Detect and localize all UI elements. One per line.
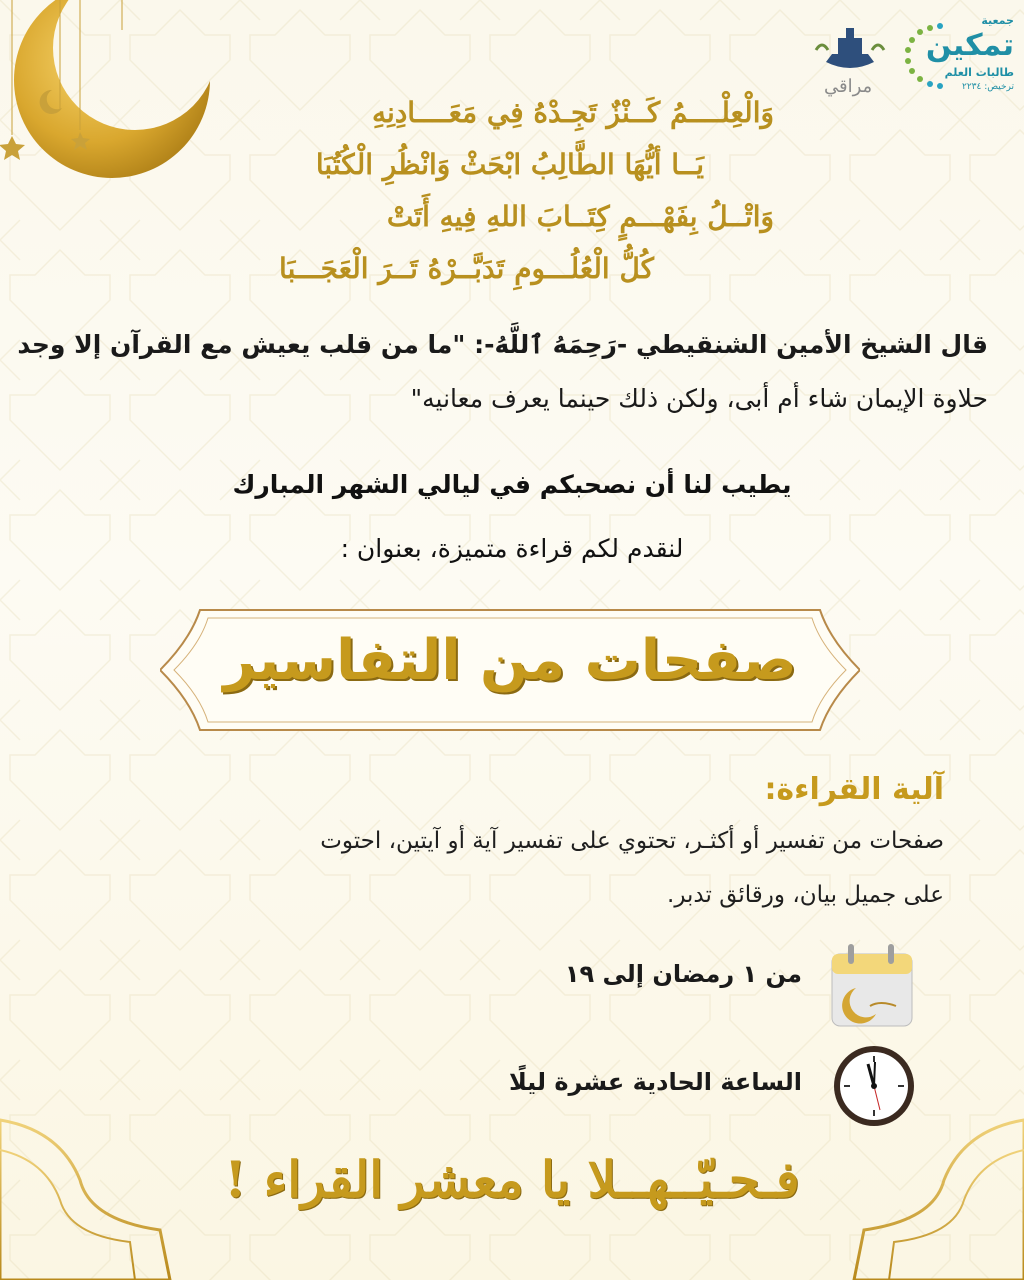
maraqi-name: مراقي — [824, 76, 873, 97]
poem-line-3: وَاتْــلُ بِفَهْـــمٍ كِتَــابَ اللهِ فِيهِ أَتَتْ — [386, 200, 774, 233]
poem-line-4: كُلُّ الْعُلُـــومِ تَدَبَّــرْهُ تَــرَ الْعَجَـــبَا — [279, 252, 654, 285]
calendar-icon — [826, 936, 916, 1032]
quote-line-2: حلاوة الإيمان شاء أم أبى، ولكن ذلك حينما يعرف معانيه" — [410, 384, 988, 413]
program-title: صفحات من التفاسير — [223, 628, 797, 693]
intro-line-2: لنقدم لكم قراءة متميزة، بعنوان : — [340, 534, 684, 563]
mechanism-line-1: صفحات من تفسير أو أكثـر، تحتوي على تفسير آية أو آيتين، احتوت — [320, 828, 944, 854]
quote-text-1: قال الشيخ الأمين الشنقيطي -رَحِمَهُ ٱللَّهُ-: "ما من قلب يعيش مع القرآن إلا وجد — [17, 330, 988, 359]
quote-line-1 — [17, 330, 988, 359]
schedule-time: الساعة الحادية عشرة ليلًا — [508, 1068, 802, 1096]
poem-line-2: يَــا أيُّهَا الطَّالِبُ ابْحَثْ وَانْظُرِ الْكُتُبَا — [315, 148, 704, 181]
poem-line-1: وَالْعِلْــــمُ كَــنْزٌ تَجِـدْهُ فِي مَعَــــادِنِهِ — [372, 96, 774, 129]
tamkeen-prefix: جمعية — [981, 14, 1014, 27]
tamkeen-sub: طالبات العلم — [944, 66, 1014, 79]
crescent-moon-decoration — [0, 0, 230, 200]
mechanism-heading: آلية القراءة: — [764, 772, 944, 807]
footer-call-to-action: فـحـيّــهــلا يا معشر القراء ! — [224, 1150, 800, 1209]
intro-line-1: يطيب لنا أن نصحبكم في ليالي الشهر المبارك — [232, 470, 792, 499]
mechanism-line-2: على جميل بيان، ورقائق تدبر. — [667, 882, 944, 908]
schedule-dates: من ١ رمضان إلى ١٩ — [564, 960, 802, 988]
tamkeen-license: ترخيص: ٢٢٣٤ — [961, 82, 1014, 92]
ship-emblem-icon — [810, 20, 890, 80]
tamkeen-logo — [900, 14, 1020, 104]
maraqi-logo — [810, 20, 890, 110]
tamkeen-name: تمكين — [925, 28, 1014, 63]
